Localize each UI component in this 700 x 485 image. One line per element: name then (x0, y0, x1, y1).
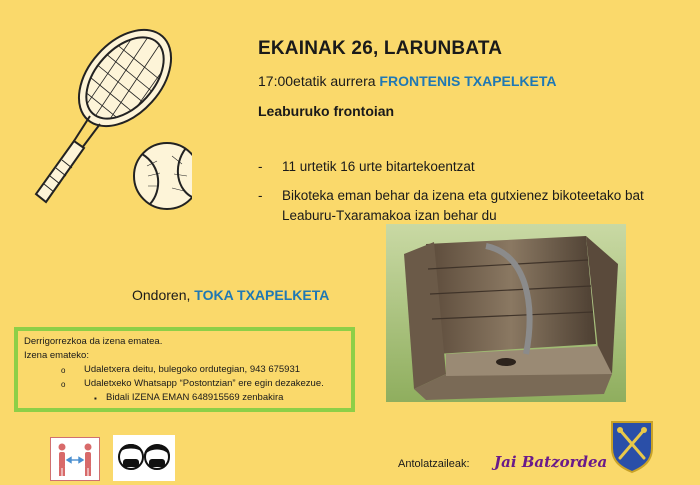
registration-box (14, 327, 355, 412)
social-distance-icon (50, 437, 100, 481)
registration-required-text: Derrigorrezkoa da izena ematea. (24, 336, 163, 347)
event-date-title: EKAINAK 26, LARUNBATA (258, 38, 503, 59)
toka-game-photo (386, 224, 626, 402)
second-event-line (132, 287, 329, 303)
organizers-label: Antolatzaileak: (398, 458, 470, 470)
event-venue: Leaburuko frontoian (258, 103, 395, 119)
option-phone-text: Udaletxera deitu, bulegoko ordutegian, 943 675931 (84, 364, 301, 375)
registration-how-label: Izena emateko: (24, 350, 89, 361)
sub-option-marker: ▪ (94, 394, 97, 403)
sub-option-text: Bidali IZENA EMAN 648915569 zenbakira (106, 392, 284, 403)
condition-item (258, 186, 678, 226)
event-time: 17:00etatik aurrera (258, 73, 376, 89)
face-mask-icon (113, 435, 175, 481)
condition-text: Bikoteka eman behar da izena eta gutxienez bikoteetako bat Leaburu-Txaramakoa izan behar du (282, 188, 644, 223)
option-whatsapp-text: Udaletxeko Whatsapp “Postontzian” ere egin dezakezue. (84, 378, 324, 389)
condition-text: 11 urtetik 16 urte bitartekoentzat (282, 159, 475, 174)
option-marker: o (61, 380, 66, 389)
event-time-line (258, 73, 557, 89)
town-crest-icon (608, 418, 656, 474)
event-name: FRONTENIS TXAPELKETA (379, 73, 557, 89)
tennis-racket-ball-illustration (22, 16, 192, 216)
option-marker: o (61, 366, 66, 375)
second-event-prefix: Ondoren, (132, 287, 191, 303)
condition-dash: - (258, 159, 263, 174)
second-event-name: TOKA TXAPELKETA (194, 287, 330, 303)
condition-dash: - (258, 188, 263, 203)
organizer-name: Jai Batzordea (494, 453, 608, 471)
condition-item (258, 157, 475, 177)
